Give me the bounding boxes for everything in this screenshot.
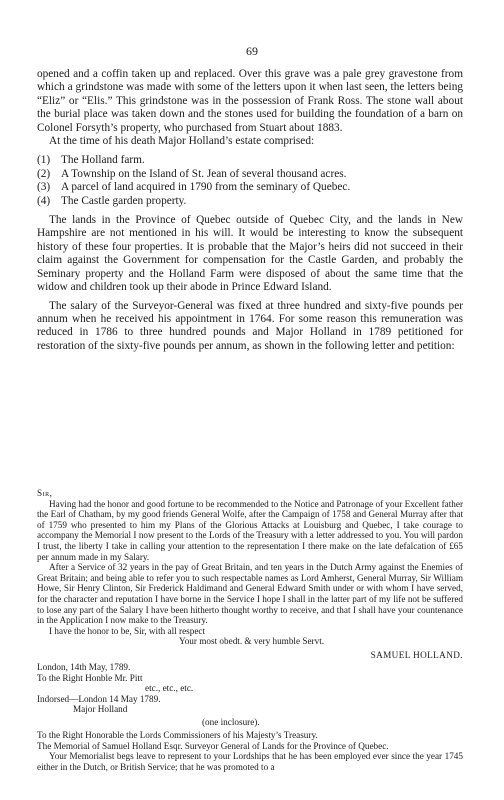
list-item (37, 195, 463, 208)
letter-paragraph: Having had the honor and good fortune to be recommended to the Notice and Patronage of your Excellent father the Earl of Chatham, by my good friends General Wolfe, after the Campaign of 1758 and General Murray after that of 1759 who presented to him my Plans of the Glorious Attacks at Louisburg and Quebec, I take courage to accompany the Memorial I now present to the Lords of the Treasury with a letter addressed to you. You will pardon I trust, the liberty I take in calling your attention to the representation I there make on the late defalcation of £65 per annum made in my Salary. (37, 498, 463, 562)
indorsed-name: Major Holland (73, 704, 128, 715)
list-number: (3) (37, 181, 51, 194)
letter-date: London, 14th May, 1789. (37, 662, 131, 672)
letter-closing (37, 662, 463, 728)
list-text: The Castle garden property. (61, 194, 187, 207)
memorial (37, 730, 463, 772)
page-number: 69 (246, 44, 258, 58)
main-text (37, 68, 463, 353)
memorial-address: To the Right Honorable the Lords Commissioners of his Majesty’s Treasury. (37, 730, 318, 740)
list-text: A parcel of land acquired in 1790 from the seminary of Quebec. (61, 181, 351, 194)
list-item (37, 154, 463, 167)
list-number: (4) (37, 194, 51, 207)
letter-paragraph: After a Service of 32 years in the pay of Great Britain, and ten years in the Dutch Army against the Enemies of Great Britain; and being able to refer you to such respectable names as Lord Amherst, General Murray, Sir William Howe, Sir Henry Clinton, Sir Frederick Haldimand and General Edward Smith under or with whom I have served, for the character and reputation I have borne in the Service I hope I shall in the latter part of my life not be suffered to lose any part of the Salary I have been hitherto thought worthy to receive, and that I shall have your countenance in the Application I now make to the Treasury. (37, 562, 463, 626)
letter-addressee: To the Right Honble Mr. Pitt (37, 672, 143, 683)
estate-list (37, 154, 463, 208)
paragraph: opened and a coffin taken up and replaced. Over this grave was a pale grey gravestone from which a grindstone was made with some of the letters upon it when last seen, the letters being “Eliz” or “Elis.” This grindstone was in the possession of Frank Ross. The stone wall about the burial place was taken down and the stones used for building the foundation of a barn on Colonel Forsyth’s property, who purchased from Stuart about 1883. (37, 68, 463, 134)
memorial-body: Your Memorialist begs leave to represent to your Lordships that he has been employed ever since the year 1745 either in the Dutch, or British Service; that he was promoted to a (37, 751, 463, 772)
letter-paragraph: I have the honor to be, Sir, with all respect (49, 625, 206, 636)
memorial-title: The Memorial of Samuel Holland Esqr. Surveyor General of Lands for the Province of Quebec. (37, 740, 389, 751)
list-item (37, 181, 463, 194)
paragraph: The lands in the Province of Quebec outside of Quebec City, and the lands in New Hampshire are not mentioned in his will. It would be interesting to know the subsequent history of these four properties. It is probable that the Major’s heirs did not succeed in their claim against the Government for compensation for the Castle Garden, and probably the Seminary property and the Holland Farm were disposed of about the same time that the widow and children took up their abode in Prince Edward Island. (37, 214, 463, 294)
letter-valediction: Your most obedt. & very humble Servt. (179, 636, 325, 647)
letter-salutation: Sir, (37, 488, 53, 498)
letter-etc: etc., etc., etc. (145, 683, 194, 694)
list-text: A Township on the Island of St. Jean of several thousand acres. (61, 167, 347, 180)
paragraph: The salary of the Surveyor-General was fixed at three hundred and sixty-five pounds per annum when he received his appointment in 1764. For some reason this remuneration was reduced in 1786 to three hundred pounds and Major Holland in 1789 petitioned for restoration of the sixty-five pounds per annum, as shown in the following letter and petition: (37, 299, 463, 352)
letter-signature: SAMUEL HOLLAND. (370, 649, 463, 660)
list-number: (1) (37, 154, 51, 167)
indorsed-line: Indorsed—London 14 May 1789. (37, 693, 161, 704)
inclosure-note: (one inclosure). (202, 716, 260, 727)
list-text: The Holland farm. (61, 154, 145, 167)
list-number: (2) (37, 167, 51, 180)
paragraph: At the time of his death Major Holland’s estate comprised: (49, 135, 315, 148)
list-item (37, 168, 463, 181)
letter (37, 488, 463, 661)
